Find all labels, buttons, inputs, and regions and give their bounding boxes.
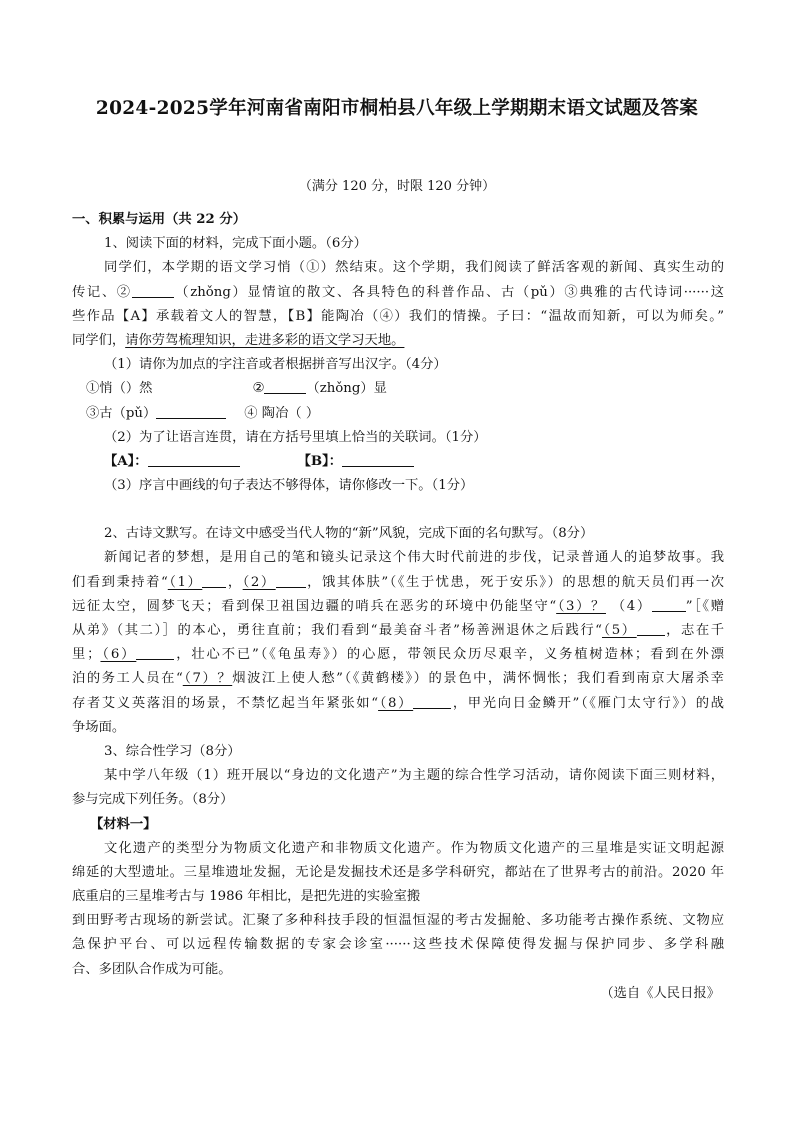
passage-line: 们看到秉持着“（1） ，（2） ，饿其体肤”（《生于忧患，死于安乐》）的思想的航天员们再一次 — [72, 571, 724, 595]
sub-question-3: （3）序言中画线的句子表达不够得体，请你修改一下。（1分） — [104, 478, 474, 494]
passage-line: 争场面。 — [72, 719, 126, 735]
passage-line: 新闻记者的梦想，是用自己的笔和镜头记录这个伟大时代前进的步伐，记录普通人的追梦故事。我 — [104, 550, 724, 566]
answer-blank[interactable] — [132, 282, 174, 298]
passage-line: 泊的务工人员在“（7）？烟波江上使人愁”（《黄鹤楼》）的景色中，满怀惆怅；我们看到南京大屠杀幸 — [72, 671, 724, 687]
sub-question-1: （1）请你为加点的字注音或者根据拼音写出汉字。（4分） — [104, 357, 447, 373]
passage-line: 些作品【A】承载着文人的智慧，【B】能陶冶（④）我们的情操。子曰：“温故而知新，可以为师矣。” — [72, 308, 724, 324]
answer-blank[interactable] — [202, 572, 226, 588]
sub-question-2: （2）为了让语言连贯，请在方括号里填上恰当的关联词。（1分） — [104, 429, 487, 445]
passage-line: 里；（6） ，壮心不已”（《龟虽寿》）的心愿，带领民众历尽艰辛，义务植树造林；看到在外漂 — [72, 643, 724, 667]
answer-blank[interactable] — [342, 451, 414, 467]
question-3-prompt: 3、综合性学习（8分） — [104, 743, 241, 759]
passage-line: 合、多团队合作成为可能。 — [72, 961, 232, 977]
passage-line: 急保护平台、可以远程传输数据的专家会诊室······这些技术保障使得发掘与保护同步、多学科融 — [72, 937, 724, 953]
passage-line: 绵延的大型遗址。三星堆遗址发掘，无论是发掘技术还是多学科研究，都站在了世界考古的前沿。2020 年 — [72, 864, 724, 880]
answer-blank[interactable] — [136, 644, 174, 660]
question-2-prompt: 2、古诗文默写。在诗文中感受当代人物的“新”风貌，完成下面的名句默写。（8分） — [104, 526, 594, 542]
passage-line: 同学们，请你劳驾梳理知识，走进多彩的语文学习天地。 — [72, 332, 405, 348]
passage-line: 某中学八年级（1）班开展以“身边的文化遗产”为主题的综合性学习活动，请你阅读下面三则材料， — [104, 768, 724, 784]
document-body — [72, 208, 724, 1006]
material-heading: 【材料一】 — [90, 816, 157, 832]
passage-line: 存者艾义英落泪的场景，不禁忆起当年紧张如“（8） ，甲光向日金鳞开”（《雁门太守行》）的战 — [72, 692, 724, 716]
answer-blank[interactable] — [637, 620, 665, 636]
question-1-prompt: 1、阅读下面的材料，完成下面小题。（6分） — [104, 236, 367, 252]
page-title: 2024-2025学年河南省南阳市桐柏县八年级上学期期末语文试题及答案 — [95, 98, 699, 119]
passage-line: 同学们，本学期的语文学习悄（①）然结束。这个学期，我们阅读了鲜活客观的新闻、真实生动的 — [104, 260, 724, 276]
passage-line: 文化遗产的类型分为物质文化遗产和非物质文化遗产。作为物质文化遗产的三星堆是实证文明起源 — [104, 840, 724, 856]
answer-blank[interactable] — [156, 403, 226, 419]
underlined-sentence: 请你劳驾梳理知识，走进多彩的语文学习天地。 — [125, 332, 405, 348]
answer-blank[interactable] — [276, 572, 306, 588]
answer-blank[interactable] — [148, 451, 240, 467]
passage-line: 底重启的三星堆考古与 1986 年相比，是把先进的实验室搬 — [72, 889, 421, 905]
source-citation: （选自《人民日报》 — [600, 985, 720, 1001]
options-row: 【A】： 【B】： — [72, 450, 724, 474]
section-heading: 一、积累与运用（共 22 分） — [72, 212, 247, 227]
passage-line: 到田野考古现场的新尝试。汇聚了多种科技手段的恒温恒湿的考古发掘舱、多功能考古操作系统、文物应 — [72, 913, 724, 929]
answer-blank[interactable] — [652, 596, 686, 612]
passage-line: 传记、② （zhǒng）显情谊的散文、各具特色的科普作品、古（pǔ）③典雅的古代诗词······这 — [72, 281, 724, 305]
passage-line: 参与完成下列任务。（8分） — [72, 792, 234, 808]
exam-info: （满分 120 分，时限 120 分钟） — [298, 179, 496, 194]
options-row: ①悄（）然 ② （zhǒng）显 — [72, 377, 724, 401]
options-row: ③古（pǔ） ④ 陶冶（ ） — [72, 402, 724, 426]
answer-blank[interactable] — [264, 378, 306, 394]
answer-blank[interactable] — [413, 693, 451, 709]
passage-line: 从弟》（其二）］的本心，勇往直前；我们看到“最美奋斗者”杨善洲退休之后践行“（5） ，志在千 — [72, 619, 724, 643]
passage-line: 远征太空，圆梦飞天；看到保卫祖国边疆的哨兵在恶劣的环境中仍能坚守“（3）？ （4） ”［《赠 — [72, 595, 724, 619]
